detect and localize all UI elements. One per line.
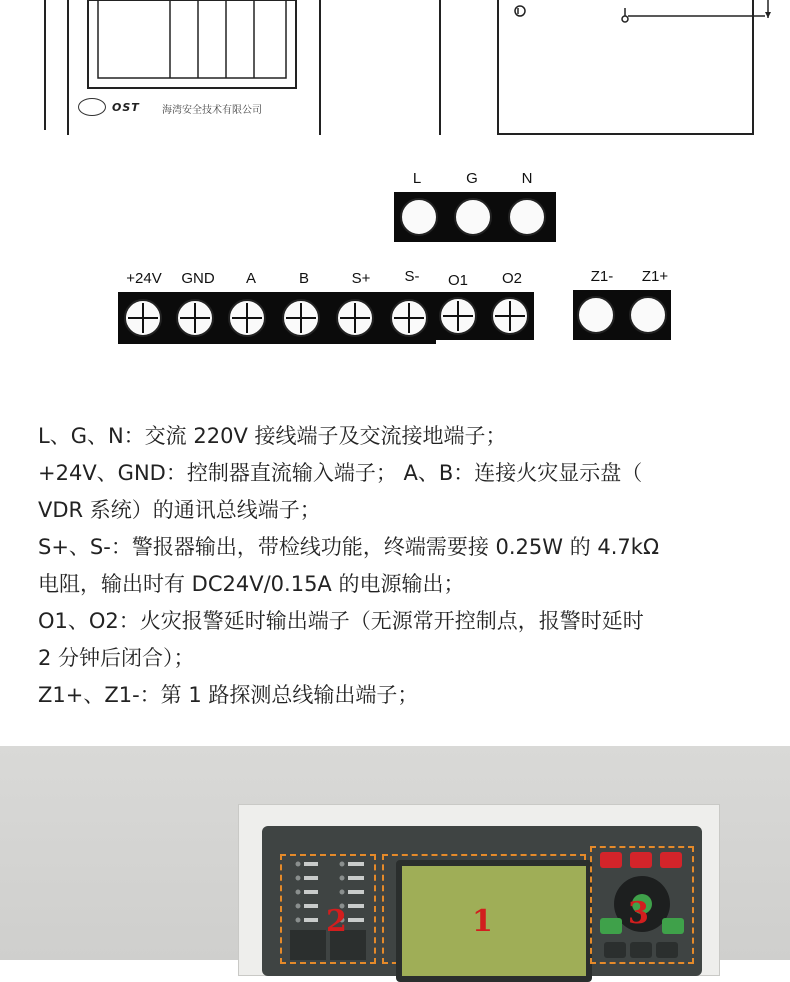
loop-terminal-strip bbox=[573, 290, 671, 340]
terminal-screw-s-plus bbox=[336, 299, 374, 337]
terminal-label-gnd: GND bbox=[181, 270, 215, 287]
terminal-label-n: N bbox=[521, 170, 533, 187]
terminal-label-s-minus: S- bbox=[404, 268, 420, 285]
terminal-screw-24v bbox=[124, 299, 162, 337]
terminal-label-z1-plus: Z1+ bbox=[641, 268, 669, 285]
terminal-screw-o2 bbox=[491, 297, 529, 335]
lcd-display bbox=[396, 860, 592, 982]
terminal-label-l: L bbox=[412, 170, 422, 187]
terminal-screw-gnd bbox=[176, 299, 214, 337]
terminal-label-g: G bbox=[466, 170, 478, 187]
terminal-screw-l bbox=[400, 198, 438, 236]
desc-line: 电阻，输出时有 DC24V/0.15A 的电源输出； bbox=[38, 572, 465, 596]
terminal-label-z1-minus: Z1- bbox=[590, 268, 614, 285]
zone-label-3: 3 bbox=[628, 896, 649, 931]
desc-line: +24V、GND：控制器直流输入端子； A、B：连接火灾显示盘（ bbox=[38, 461, 643, 485]
terminal-label-o2: O2 bbox=[501, 270, 522, 287]
terminal-screw-z1-plus bbox=[629, 296, 667, 334]
terminal-screw-b bbox=[282, 299, 320, 337]
desc-line: VDR 系统）的通讯总线端子； bbox=[38, 498, 321, 522]
numeric-key-1[interactable] bbox=[604, 942, 626, 958]
numeric-key-2[interactable] bbox=[630, 942, 652, 958]
left-function-button[interactable] bbox=[600, 918, 622, 934]
reset-button[interactable] bbox=[600, 852, 622, 868]
enclosure-drawing bbox=[0, 0, 790, 150]
brand-logo: OST bbox=[112, 101, 140, 114]
mute-button[interactable] bbox=[630, 852, 652, 868]
main-terminal-strip bbox=[118, 292, 436, 344]
right-function-button[interactable] bbox=[662, 918, 684, 934]
terminal-label-s-plus: S+ bbox=[351, 270, 371, 287]
numeric-key-3[interactable] bbox=[656, 942, 678, 958]
terminal-screw-s-minus bbox=[390, 299, 428, 337]
terminal-description bbox=[38, 418, 768, 714]
enclosure-outline bbox=[0, 0, 790, 150]
zone-label-2: 2 bbox=[326, 904, 347, 939]
terminal-screw-g bbox=[454, 198, 492, 236]
terminal-screw-o1 bbox=[439, 297, 477, 335]
brand-emblem bbox=[78, 98, 106, 116]
terminal-screw-a bbox=[228, 299, 266, 337]
terminal-screw-z1-minus bbox=[577, 296, 615, 334]
terminal-label-o1: O1 bbox=[447, 272, 468, 289]
terminal-screw-n bbox=[508, 198, 546, 236]
desc-line: 2 分钟后闭合）； bbox=[38, 646, 195, 670]
ac-terminal-strip bbox=[394, 192, 556, 242]
desc-line: Z1+、Z1-：第 1 路探测总线输出端子； bbox=[38, 683, 419, 707]
terminal-label-24v: +24V bbox=[126, 270, 162, 287]
terminal-label-b: B bbox=[298, 270, 309, 287]
desc-line: S+、S-：警报器输出，带检线功能，终端需要接 0.25W 的 4.7kΩ bbox=[38, 535, 659, 559]
company-name: 海湾安全技术有限公司 bbox=[162, 105, 262, 116]
desc-line: O1、O2：火灾报警延时输出端子（无源常开控制点，报警时延时 bbox=[38, 609, 644, 633]
terminal-label-a: A bbox=[245, 270, 256, 287]
desc-line: L、G、N：交流 220V 接线端子及交流接地端子； bbox=[38, 424, 507, 448]
alarm-button[interactable] bbox=[660, 852, 682, 868]
output-terminal-strip bbox=[436, 292, 534, 340]
zone-label-1: 1 bbox=[472, 904, 493, 939]
